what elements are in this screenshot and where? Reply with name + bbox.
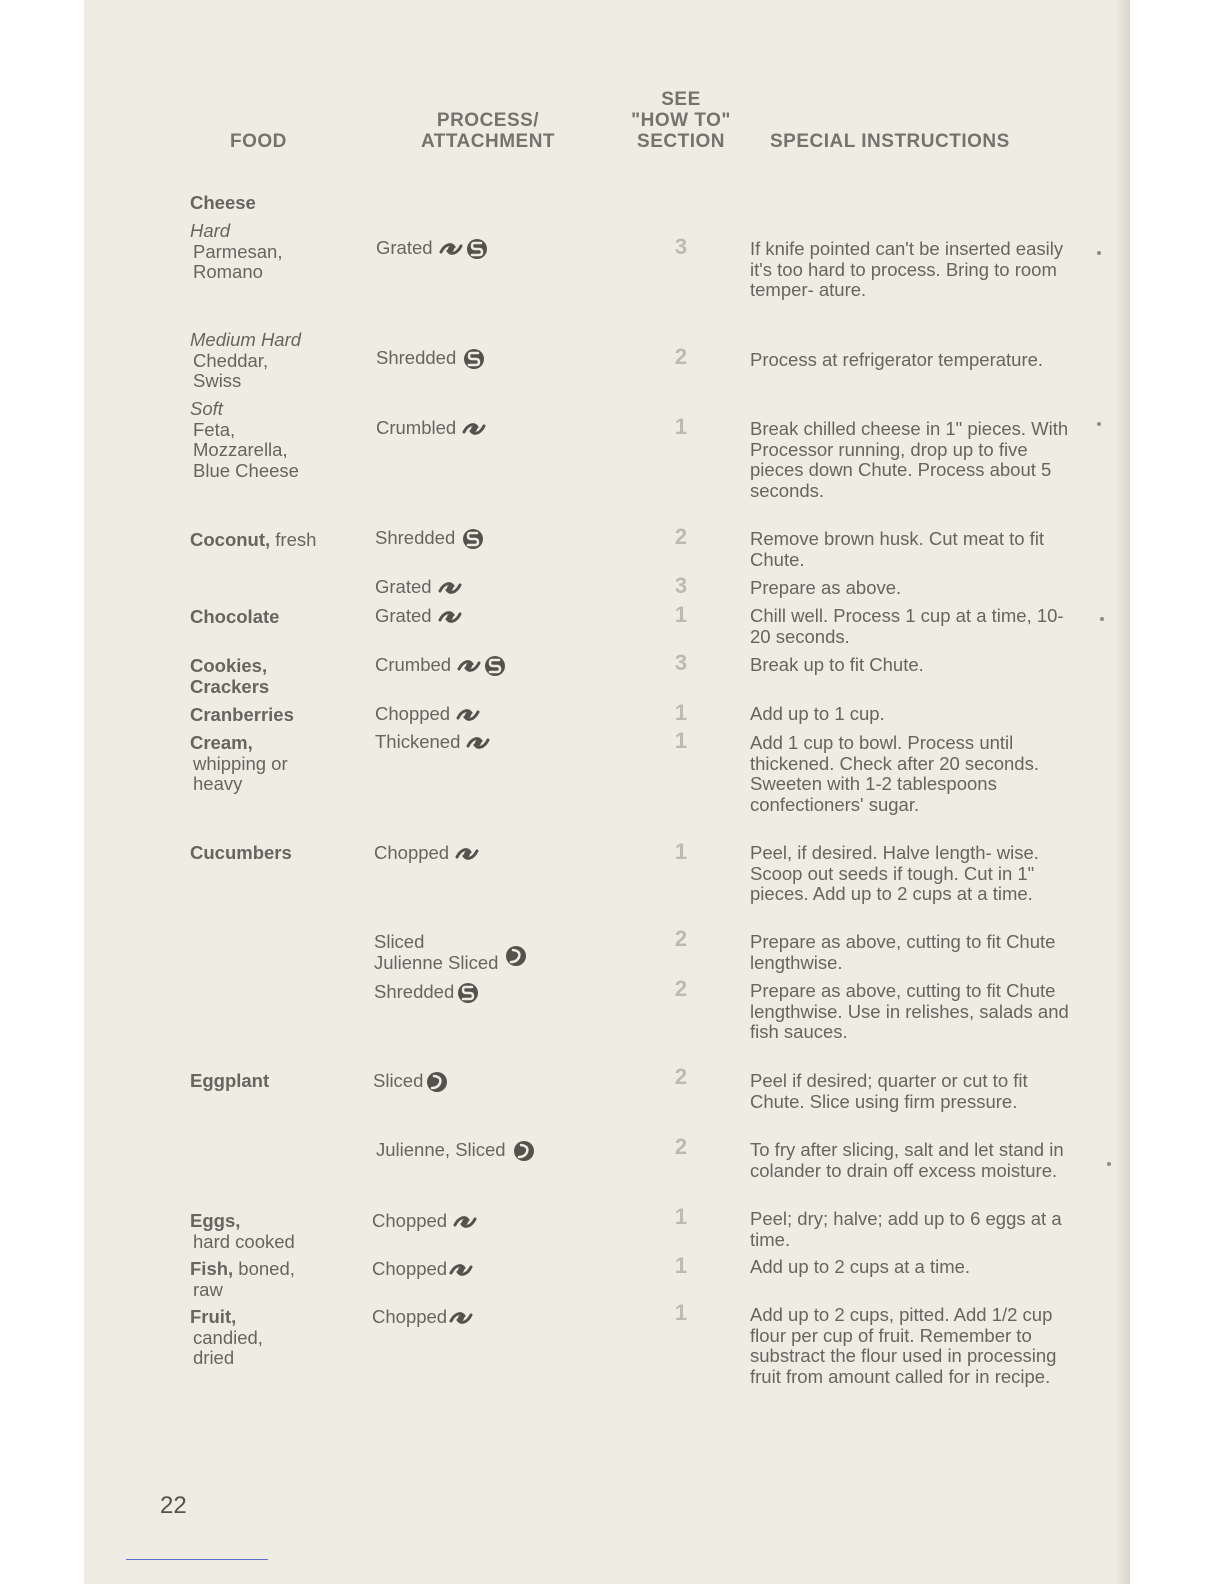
section-number: 3 bbox=[674, 650, 688, 675]
instructions-cranberries: Add up to 1 cup. bbox=[750, 703, 885, 724]
food-name-line bbox=[190, 1259, 295, 1280]
blade-icon bbox=[455, 843, 479, 865]
section-number: 3 bbox=[674, 573, 688, 598]
blade-icon bbox=[457, 655, 481, 677]
food-name-2: Crackers bbox=[190, 675, 270, 697]
food-line: dried bbox=[193, 1347, 235, 1368]
food-line: Parmesan, bbox=[193, 240, 283, 262]
food-cheese-hard bbox=[190, 221, 282, 283]
process-cheese-medium bbox=[376, 348, 486, 370]
food-line: hard cooked bbox=[193, 1230, 295, 1252]
food-name: Coconut, bbox=[190, 529, 271, 550]
food-qualifier: fresh bbox=[270, 529, 317, 550]
food-cream bbox=[190, 733, 288, 795]
header-see-line1: SEE bbox=[661, 89, 701, 110]
shredding-disc-icon bbox=[483, 655, 507, 677]
blade-icon bbox=[453, 1211, 477, 1233]
process-fruit bbox=[372, 1307, 473, 1329]
process-label: Chopped bbox=[372, 1306, 448, 1327]
blade-icon bbox=[449, 1259, 473, 1281]
process-cucumbers bbox=[374, 843, 479, 865]
blade-icon bbox=[462, 418, 486, 440]
slicing-disc-icon bbox=[425, 1071, 449, 1093]
food-name: Cream, bbox=[190, 732, 253, 753]
section-number: 1 bbox=[674, 602, 688, 627]
section-number: 1 bbox=[674, 700, 688, 725]
process-fish bbox=[372, 1259, 473, 1281]
instructions-cheese-hard: If knife pointed can't be inserted easily it's too hard to process. Bring to room temper- ature. bbox=[750, 238, 1064, 300]
food-cheese: Cheese bbox=[190, 192, 256, 213]
section-number: 2 bbox=[674, 926, 688, 951]
paper-edge bbox=[1114, 0, 1130, 1584]
process-cranberries bbox=[375, 704, 480, 726]
process-label: Crumbed bbox=[375, 654, 452, 675]
section-number: 1 bbox=[674, 839, 688, 864]
food-cheese-medium bbox=[190, 330, 301, 392]
food-cheese-soft bbox=[190, 399, 299, 481]
margin-mark bbox=[1097, 251, 1101, 255]
section-number: 2 bbox=[674, 1134, 688, 1159]
food-name: Cookies, bbox=[190, 655, 268, 676]
process-eggs bbox=[372, 1211, 477, 1233]
food-line: whipping or bbox=[193, 752, 288, 774]
header-special-instructions: SPECIAL INSTRUCTIONS bbox=[770, 131, 1010, 152]
section-number: 2 bbox=[674, 524, 688, 549]
section-number: 2 bbox=[674, 1064, 688, 1089]
header-food: FOOD bbox=[230, 131, 287, 152]
process-coconut bbox=[375, 528, 485, 550]
process-label: Grated bbox=[376, 237, 433, 258]
blade-icon bbox=[438, 577, 462, 599]
food-fish bbox=[190, 1259, 295, 1300]
food-subtype: Medium Hard bbox=[190, 329, 302, 350]
food-coconut bbox=[190, 530, 316, 551]
instructions-eggs: Peel; dry; halve; add up to 6 eggs at a time. bbox=[750, 1208, 1062, 1250]
header-see-line3: SECTION bbox=[637, 131, 725, 152]
food-name: Eggs, bbox=[190, 1210, 241, 1231]
section-number: 1 bbox=[674, 728, 688, 753]
process-label: Chopped bbox=[374, 842, 450, 863]
blade-icon bbox=[449, 1307, 473, 1329]
shredding-disc-icon bbox=[465, 238, 489, 260]
food-line: Mozzarella, bbox=[193, 439, 288, 460]
blade-icon bbox=[439, 238, 463, 260]
blade-icon bbox=[466, 732, 490, 754]
margin-mark bbox=[1100, 617, 1104, 621]
instructions-chocolate: Chill well. Process 1 cup at a time, 10-20 seconds. bbox=[750, 605, 1064, 647]
instructions-coconut: Remove brown husk. Cut meat to fit Chute. bbox=[750, 528, 1045, 570]
food-eggplant: Eggplant bbox=[190, 1070, 270, 1091]
header-process-line2: ATTACHMENT bbox=[420, 131, 556, 152]
shredding-disc-icon bbox=[462, 348, 486, 370]
food-line: Romano bbox=[193, 261, 263, 282]
process-label: Shredded bbox=[376, 347, 457, 368]
food-line: heavy bbox=[193, 773, 243, 794]
margin-mark bbox=[1097, 422, 1101, 426]
food-eggs bbox=[190, 1211, 295, 1252]
process-cheese-hard bbox=[376, 238, 489, 260]
process-label: Thickened bbox=[375, 731, 461, 752]
process-cream bbox=[375, 732, 490, 754]
instructions-cream: Add 1 cup to bowl. Process until thickened. Check after 20 seconds. Sweeten with 1-2 tablespoons confectioners' sugar. bbox=[750, 732, 1039, 815]
process-label: Chopped bbox=[372, 1210, 448, 1231]
food-fruit bbox=[190, 1307, 263, 1369]
instructions-cucumbers-sliced: Prepare as above, cutting to fit Chute lengthwise. bbox=[750, 931, 1056, 973]
process-cheese-soft bbox=[376, 418, 486, 440]
instructions-coconut-grated: Prepare as above. bbox=[750, 577, 902, 598]
blade-icon bbox=[438, 606, 462, 628]
food-subtype: Soft bbox=[190, 398, 223, 419]
instructions-cheese-medium: Process at refrigerator temperature. bbox=[750, 349, 1044, 370]
instructions-eggplant: Peel if desired; quarter or cut to fit Chute. Slice using firm pressure. bbox=[750, 1070, 1028, 1112]
slicing-disc-icon bbox=[512, 1140, 536, 1162]
process-label: Sliced bbox=[373, 1070, 424, 1091]
blade-icon bbox=[456, 704, 480, 726]
process-label: Shredded bbox=[374, 981, 455, 1002]
margin-mark bbox=[1107, 1162, 1111, 1166]
process-label: Crumbled bbox=[376, 417, 457, 438]
page-number: 22 bbox=[160, 1492, 187, 1519]
instructions-cucumbers-shredded: Prepare as above, cutting to fit Chute lengthwise. Use in relishes, salads and fish sauces. bbox=[750, 980, 1069, 1042]
process-eggplant bbox=[373, 1071, 449, 1093]
instructions-fish: Add up to 2 cups at a time. bbox=[750, 1256, 971, 1277]
process-coconut-grated bbox=[375, 577, 462, 599]
process-label: Grated bbox=[375, 605, 432, 626]
process-label-2-text: Julienne Sliced bbox=[374, 951, 499, 973]
section-number: 1 bbox=[674, 1300, 688, 1325]
food-line: Feta, bbox=[193, 418, 236, 440]
bottom-rule bbox=[126, 1559, 268, 1560]
section-number: 2 bbox=[674, 344, 688, 369]
process-cookies bbox=[375, 655, 507, 677]
instructions-fruit: Add up to 2 cups, pitted. Add 1/2 cup flour per cup of fruit. Remember to substract the flour used in processing fruit from amount called for in recipe. bbox=[750, 1304, 1057, 1387]
section-number: 1 bbox=[674, 414, 688, 439]
header-see-line2: "HOW TO" bbox=[631, 110, 731, 131]
food-line: Blue Cheese bbox=[193, 459, 299, 481]
section-number: 2 bbox=[674, 976, 688, 1001]
food-line: candied, bbox=[193, 1326, 263, 1348]
food-cranberries: Cranberries bbox=[190, 704, 294, 725]
process-label: Sliced bbox=[374, 931, 425, 952]
process-cucumbers-shredded bbox=[374, 982, 480, 1004]
process-label: Julienne, Sliced bbox=[376, 1139, 506, 1160]
food-line: Cheddar, bbox=[193, 349, 269, 371]
process-label: Chopped bbox=[375, 703, 451, 724]
process-label-2 bbox=[374, 953, 528, 974]
food-line: Swiss bbox=[193, 370, 242, 391]
process-label: Grated bbox=[375, 576, 432, 597]
food-qualifier: boned, bbox=[233, 1258, 295, 1279]
shredding-disc-icon bbox=[461, 528, 485, 550]
process-chocolate bbox=[375, 606, 462, 628]
header-process-line1: PROCESS/ bbox=[436, 110, 540, 131]
food-subtype: Hard bbox=[190, 220, 231, 241]
section-number: 1 bbox=[674, 1253, 688, 1278]
process-eggplant-julienne bbox=[376, 1140, 536, 1162]
section-number: 3 bbox=[674, 234, 688, 259]
instructions-cucumbers: Peel, if desired. Halve length- wise. Scoop out seeds if tough. Cut in 1" pieces. Add up to 2 cups at a time. bbox=[750, 842, 1039, 904]
process-label: Shredded bbox=[375, 527, 456, 548]
food-name: Fish, bbox=[190, 1258, 234, 1279]
process-label: Chopped bbox=[372, 1258, 448, 1279]
food-name: Fruit, bbox=[190, 1306, 237, 1327]
process-cucumbers-sliced bbox=[374, 932, 528, 973]
food-chocolate: Chocolate bbox=[190, 606, 280, 627]
shredding-disc-icon bbox=[456, 982, 480, 1004]
instructions-cheese-soft: Break chilled cheese in 1" pieces. With Processor running, drop up to five pieces down Chute. Process about 5 seconds. bbox=[750, 418, 1069, 501]
food-cookies bbox=[190, 656, 269, 697]
slicing-disc-icon bbox=[504, 945, 528, 967]
instructions-eggplant-julienne: To fry after slicing, salt and let stand in colander to drain off excess moisture. bbox=[750, 1139, 1064, 1181]
instructions-cookies: Break up to fit Chute. bbox=[750, 654, 924, 675]
food-cucumbers: Cucumbers bbox=[190, 842, 292, 863]
header-see-section bbox=[618, 89, 744, 152]
header-process bbox=[400, 110, 576, 152]
section-number: 1 bbox=[674, 1204, 688, 1229]
food-line: raw bbox=[193, 1278, 223, 1300]
